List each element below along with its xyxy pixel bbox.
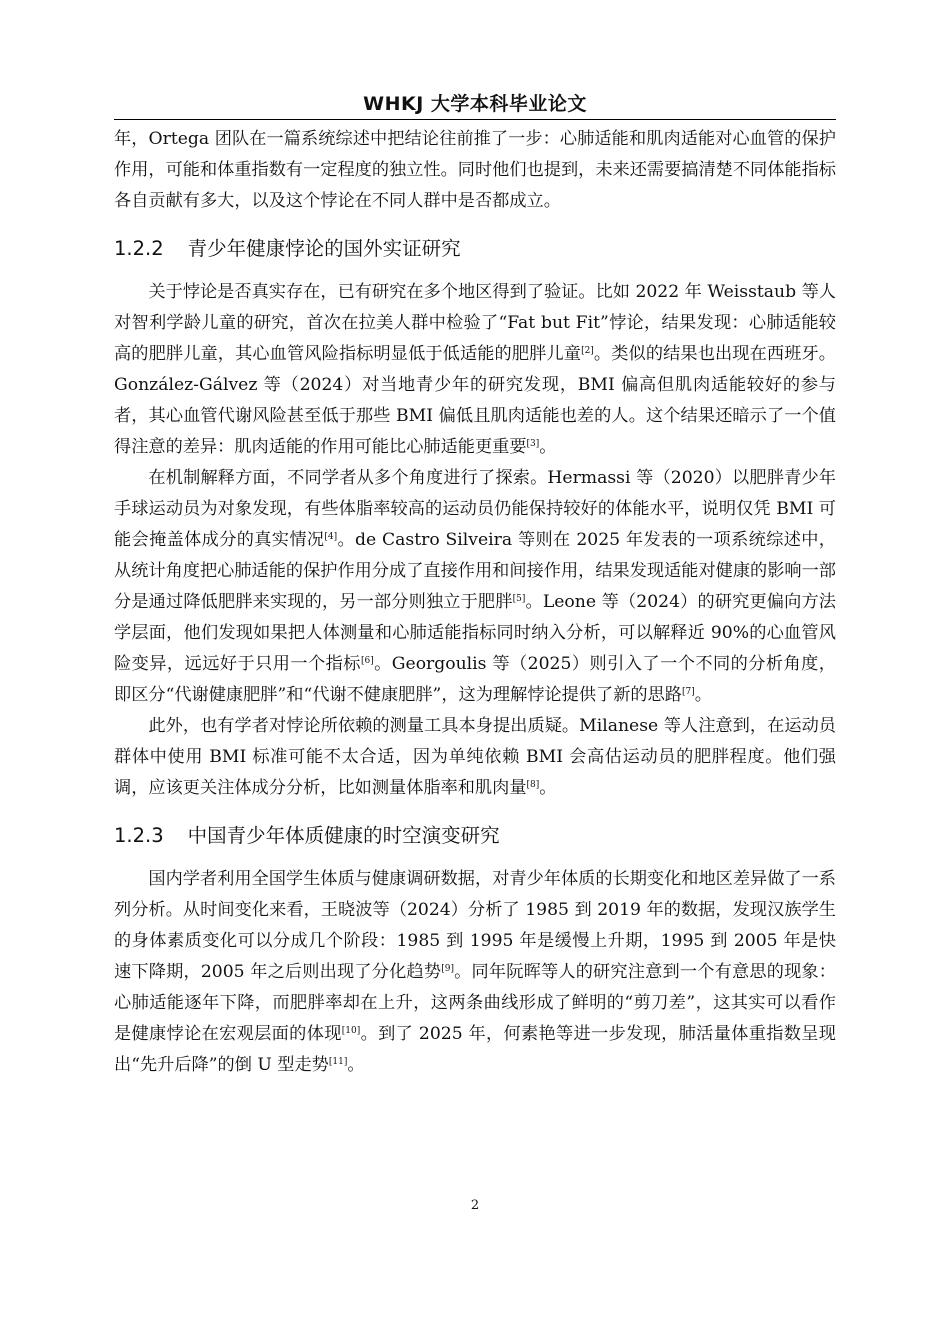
citation: [11] [328,1057,348,1067]
paragraph-text: 。 [347,1055,365,1075]
citation: [2] [581,346,594,356]
paragraph-text: 此外，也有学者对悖论所依赖的测量工具本身提出质疑。Milanese 等人注意到，在运动员群体中使用 BMI 标准可能不太合适，因为单纯依赖 BMI 会高估运动员的肥胖程度。他们强调，应该更关注体成分分析，比如测量体脂率和肌肉量 [114,716,836,798]
paragraph [114,463,836,711]
section-title: 青少年健康悖论的国外实证研究 [187,237,461,260]
paragraph-continued [114,124,836,217]
paragraph-text: 在机制解释方面，不同学者从多个角度进行了探索。Hermassi 等（2020）以肥胖青少年手球运动员为对象发现，有些体脂率较高的运动员仍能保持较好的体能水平，说明仅凭 BMI 可能会掩盖体成分的真实情况 [114,468,836,550]
paragraph [114,864,836,1081]
paragraph-text: 关于悖论是否真实存在，已有研究在多个地区得到了验证。比如 2022 年 Weisstaub 等人对智利学龄儿童的研究，首次在拉美人群中检验了“Fat but Fit”悖论，结果发现：心肺适能较高的肥胖儿童，其心血管风险指标明显低于低适能的肥胖儿童 [114,282,836,364]
citation: [3] [526,439,540,449]
paragraph-text: 。 [539,778,557,798]
section-heading-1-2-2 [114,235,836,263]
citation: [5] [512,594,526,604]
citation: [6] [360,656,374,666]
paragraph-text: 国内学者利用全国学生体质与健康调研数据，对青少年体质的长期变化和地区差异做了一系列分析。从时间变化来看，王晓波等（2024）分析了 1985 到 2019 年的数据，发现汉族学生的身体素质变化可以分成几个阶段：1985 到 1995 年是缓慢上升期，1995 到 2005 年是快速下降期，2005 年之后则出现了分化趋势 [114,869,836,982]
paragraph-text: 。 [694,685,712,705]
paragraph-text: 年，Ortega 团队在一篇系统综述中把结论往前推了一步：心肺适能和肌肉适能对心血管的保护作用，可能和体重指数有一定程度的独立性。同时他们也提到，未来还需要搞清楚不同体能指标各自贡献有多大，以及这个悖论在不同人群中是否都成立。 [114,129,836,211]
paragraph-text: 。到了 2025 年，何素艳等进一步发现，肺活量体重指数呈现出“先升后降”的倒 U 型走势 [114,1024,836,1075]
page-body [114,92,836,1081]
paragraph-text: 。同年阮晖等人的研究注意到一个有意思的现象：心肺适能逐年下降，而肥胖率却在上升，这两条曲线形成了鲜明的“剪刀差”，这其实可以看作是健康悖论在宏观层面的体现 [114,962,836,1044]
paragraph-text: 。 [539,437,557,457]
section-number: 1.2.3 [114,824,164,847]
paragraph [114,711,836,804]
paragraph-text: 。Leone 等（2024）的研究更偏向方法学层面，他们发现如果把人体测量和心肺适能指标同时纳入分析，可以解释近 90%的心血管风险变异，远远好于只用一个指标 [114,592,836,674]
section-heading-1-2-3 [114,822,836,850]
citation: [4] [324,532,338,542]
paragraph [114,277,836,463]
paragraph-text: 。de Castro Silveira 等则在 2025 年发表的一项系统综述中，从统计角度把心肺适能的保护作用分成了直接作用和间接作用，结果发现适能对健康的影响一部分是通过降低肥胖来实现的，另一部分则独立于肥胖 [114,530,836,612]
section-number: 1.2.2 [114,237,164,260]
section-title: 中国青少年体质健康的时空演变研究 [187,824,500,847]
paragraph-text: 。Georgoulis 等（2025）则引入了一个不同的分析角度，即区分“代谢健康肥胖”和“代谢不健康肥胖”，这为理解悖论提供了新的思路 [114,654,836,705]
paragraph-text: 。类似的结果也出现在西班牙。González-Gálvez 等（2024）对当地青少年的研究发现，BMI 偏高但肌肉适能较好的参与者，其心血管代谢风险甚至低于那些 BMI 偏低且肌肉适能也差的人。这个结果还暗示了一个值得注意的差异：肌肉适能的作用可能比心肺适能更重要 [114,344,836,457]
page-number: 2 [470,1198,480,1213]
citation: [7] [681,687,695,697]
citation: [9] [441,964,454,974]
running-header: WHKJ 大学本科毕业论文 [114,92,836,120]
citation: [8] [526,780,540,790]
citation: [10] [341,1026,361,1036]
